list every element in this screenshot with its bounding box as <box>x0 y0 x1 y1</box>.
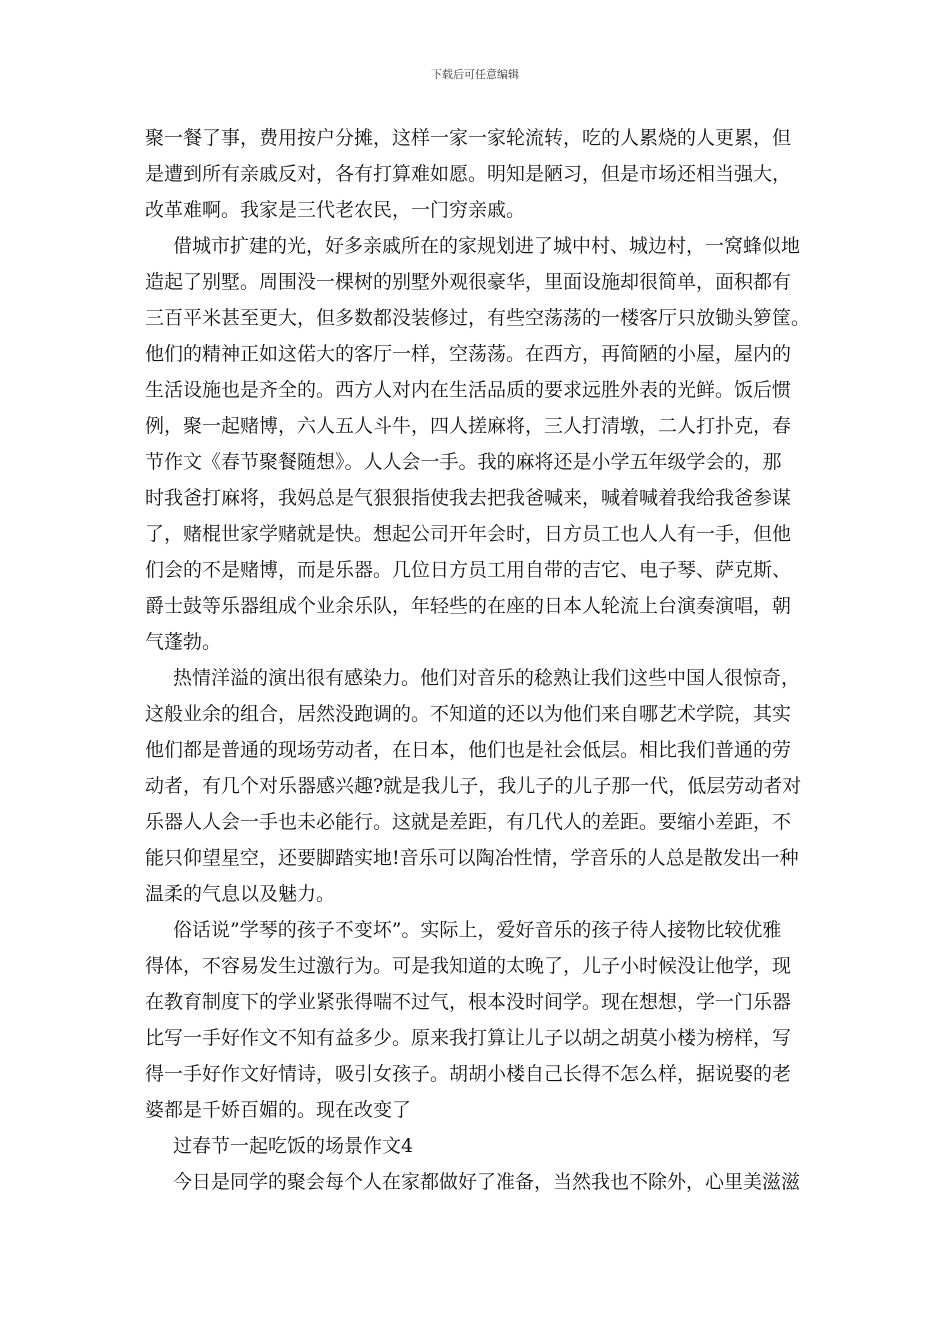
text-line: 俗话说”学琴的孩子不变坏”。实际上，爱好音乐的孩子待人接物比较优雅 <box>173 919 782 941</box>
text-line: 节作文《春节聚餐随想》。人人会一手。我的麻将还是小学五年级学会的，那 <box>145 451 782 473</box>
text-line: 温柔的气息以及魅力。 <box>145 883 336 905</box>
text-line: 他们的精神正如这偌大的客厅一样，空荡荡。在西方，再简陋的小屋，屋内的 <box>145 343 792 365</box>
text-line: 了，赌棍世家学赌就是快。想起公司开年会时，日方员工也人人有一手，但他 <box>145 523 792 545</box>
paragraph <box>145 228 815 660</box>
text-line: 能只仰望星空，还要脚踏实地!音乐可以陶冶性情，学音乐的人总是散发出一种 <box>145 847 799 869</box>
text-line: 爵士鼓等乐器组成个业余乐队，年轻些的在座的日本人轮流上台演奏演唱，朝 <box>145 595 792 617</box>
text-line: 今日是同学的聚会每个人在家都做好了准备，当然我也不除外，心里美滋滋 <box>173 1171 801 1193</box>
paragraph <box>145 1164 815 1200</box>
text-line: 动者，有几个对乐器感兴趣?就是我儿子，我儿子的儿子那一代，低层劳动者对 <box>145 775 802 797</box>
text-line: 们会的不是赌博，而是乐器。几位日方员工用自带的吉它、电子琴、萨克斯、 <box>145 559 792 581</box>
text-line: 时我爸打麻将，我妈总是气狠狠指使我去把我爸喊来，喊着喊着我给我爸参谋 <box>145 487 792 509</box>
text-line: 得体，不容易发生过激行为。可是我知道的太晚了，儿子小时候没让他学，现 <box>145 955 792 977</box>
text-line: 造起了别墅。周围没一棵树的别墅外观很豪华，里面设施却很简单，面积都有 <box>145 271 792 293</box>
text-line: 生活设施也是齐全的。西方人对内在生活品质的要求远胜外表的光鲜。饭后惯 <box>145 379 792 401</box>
section-heading: 过春节一起吃饭的场景作文4 <box>173 1135 414 1157</box>
page-header: 下载后可任意编辑 <box>431 68 519 81</box>
text-line: 是遭到所有亲戚反对，各有打算难如愿。明知是陋习，但是市场还相当强大， <box>145 163 792 185</box>
text-line: 这般业余的组合，居然没跑调的。不知道的还以为他们来自哪艺术学院，其实 <box>145 703 792 725</box>
text-line: 气蓬勃。 <box>145 631 222 653</box>
text-line: 聚一餐了事，费用按户分摊，这样一家一家轮流转，吃的人累烧的人更累，但 <box>145 127 792 149</box>
text-line: 热情洋溢的演出很有感染力。他们对音乐的稔熟让我们这些中国人很惊奇， <box>173 667 801 689</box>
document-body <box>145 120 815 1200</box>
text-line: 借城市扩建的光，好多亲戚所在的家规划进了城中村、城边村，一窝蜂似地 <box>173 235 801 257</box>
text-line: 得一手好作文好情诗，吸引女孩子。胡胡小楼自己长得不怎么样，据说娶的老 <box>145 1063 792 1085</box>
text-line: 例，聚一起赌博，六人五人斗牛，四人搓麻将，三人打清墩，二人打扑克，春 <box>145 415 792 437</box>
text-line: 婆都是千娇百媚的。现在改变了 <box>145 1099 412 1121</box>
text-line: 在教育制度下的学业紧张得喘不过气，根本没时间学。现在想想，学一门乐器 <box>145 991 792 1013</box>
text-line: 他们都是普通的现场劳动者，在日本，他们也是社会低层。相比我们普通的劳 <box>145 739 792 761</box>
paragraph <box>145 120 815 228</box>
text-line: 改革难啊。我家是三代老农民，一门穷亲戚。 <box>145 199 526 221</box>
text-line: 比写一手好作文不知有益多少。原来我打算让儿子以胡之胡莫小楼为榜样，写 <box>145 1027 792 1049</box>
paragraph <box>145 912 815 1128</box>
text-line: 三百平米甚至更大，但多数都没装修过，有些空荡荡的一楼客厅只放锄头箩筐。 <box>145 307 811 329</box>
paragraph <box>145 660 815 912</box>
text-line: 乐器人人会一手也未必能行。这就是差距，有几代人的差距。要缩小差距，不 <box>145 811 792 833</box>
